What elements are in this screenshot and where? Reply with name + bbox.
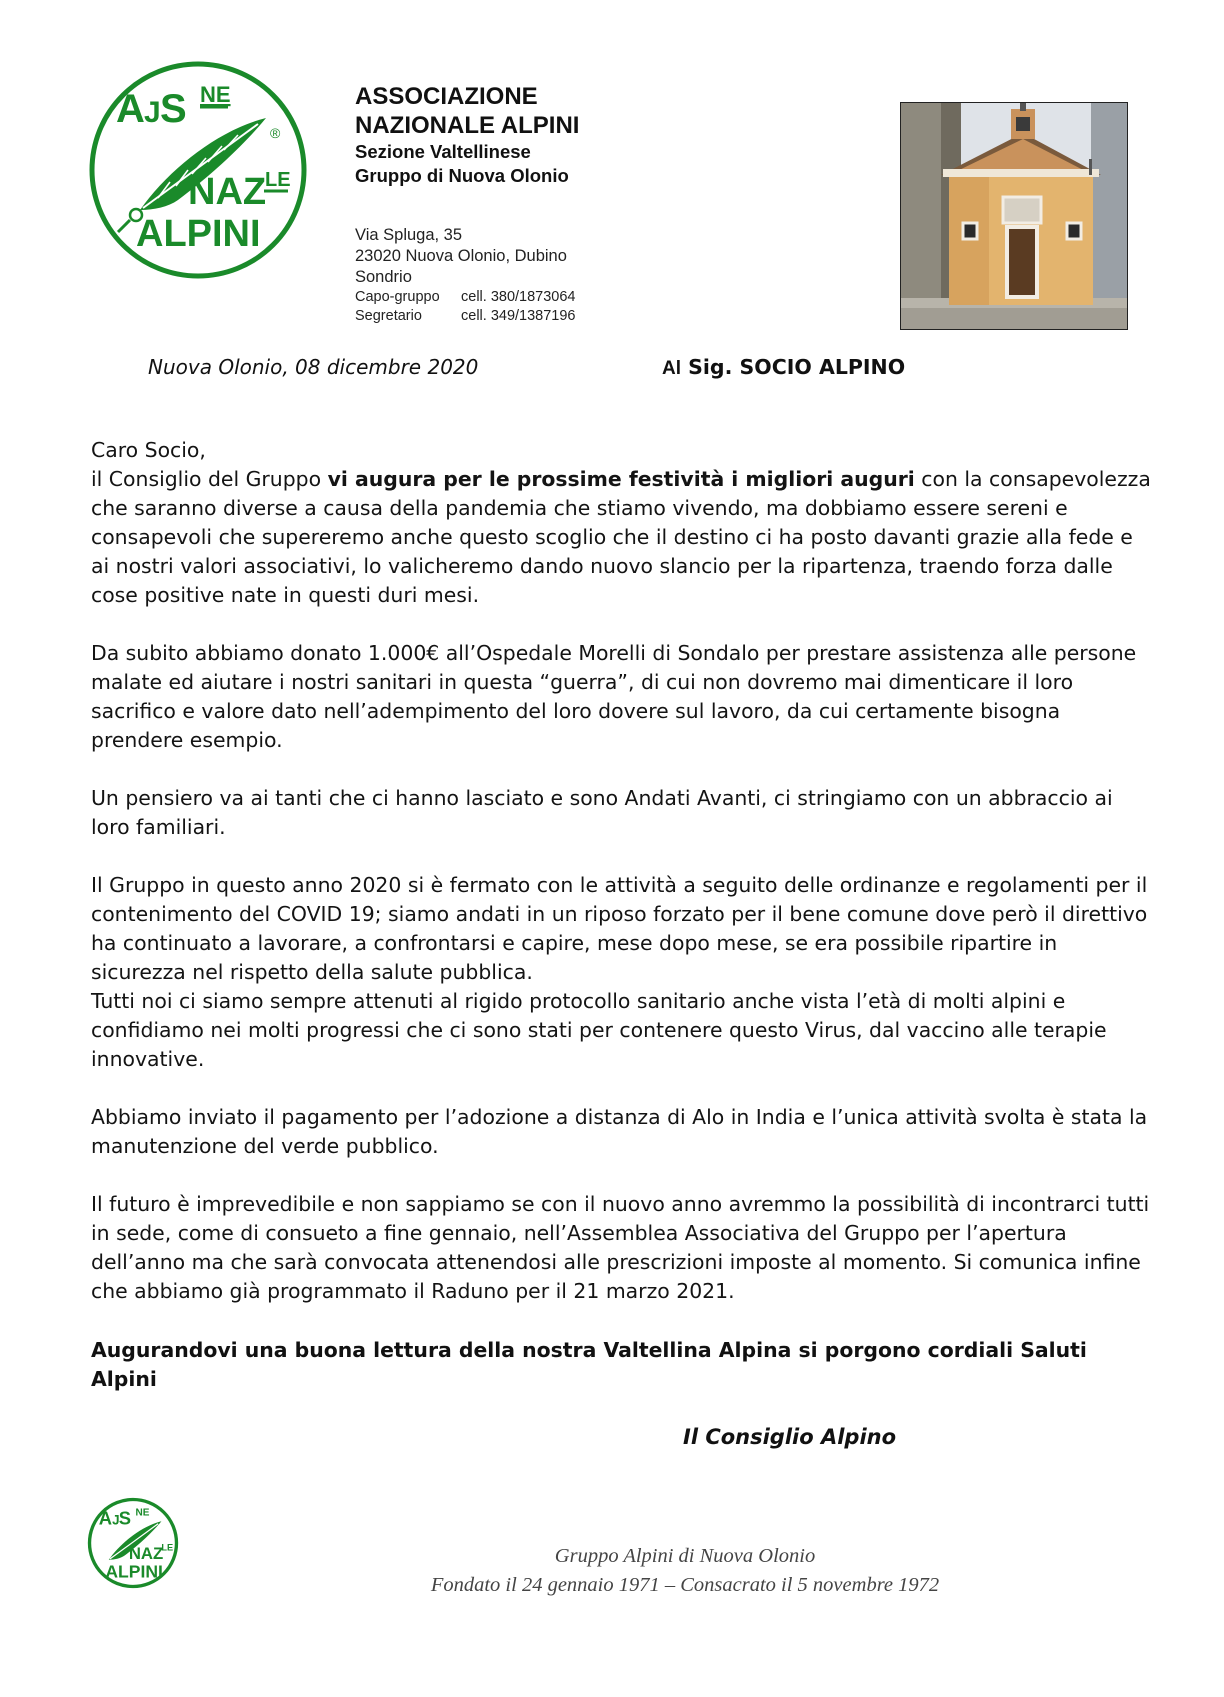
letter-recipient — [662, 355, 905, 380]
address-street: Via Spluga, 35 — [355, 226, 463, 244]
phone-segretario — [355, 307, 576, 326]
letter-signature: Il Consiglio Alpino — [683, 1425, 897, 1449]
letter-body — [91, 436, 1151, 1335]
paragraph-greetings — [91, 465, 1151, 610]
footer-group-name: Gruppo Alpini di Nuova Olonio — [554, 1545, 816, 1567]
salutation: Caro Socio, — [91, 438, 206, 462]
logo-a: A — [116, 87, 145, 131]
logo-alpini: ALPINI — [136, 213, 261, 255]
address-province: Sondrio — [355, 268, 412, 286]
registered-mark: ® — [270, 125, 281, 141]
phone-label: Capo-gruppo — [355, 289, 440, 305]
ana-logo — [88, 60, 308, 280]
org-name-line1: ASSOCIAZIONE — [355, 83, 538, 110]
paragraph-text: con la consapevolezza che saranno diverse a causa della pandemia che stiamo vivendo, ma dobbiamo essere sereni e consapevoli che supereremo anche questo scoglio che il destino ci ha posto davanti grazie alla fede e ai nostri valori associativi, lo valicheremo dando nuovo slancio per la ripartenza, traendo forza dalle cose positive nate in questi duri mesi. — [91, 467, 1151, 607]
logo-s: S — [118, 1507, 132, 1529]
letter-closing: Augurandovi una buona lettura della nostra Valtellina Alpina si porgono cordiali Saluti Alpini — [91, 1338, 1087, 1391]
logo-ne: NE — [200, 82, 231, 107]
paragraph-text: il Consiglio del Gruppo — [91, 467, 328, 491]
org-name-line2: NAZIONALE ALPINI — [355, 112, 580, 139]
phone-capogruppo — [355, 288, 576, 307]
paragraph-future: Il futuro è imprevedibile e non sappiamo se con il nuovo anno avremmo la possibilità di incontrarci tutti in sede, come di consueto a fine gennaio, nell’Assemblea Associativa del Gruppo per l’apertura dell’anno ma che sarà convocata attenendosi alle prescrizioni imposte al momento. Si comunica infine che abbiamo già programmato il Raduno per il 21 marzo 2021. — [91, 1192, 1150, 1303]
logo-a: A — [98, 1507, 112, 1529]
footer-founding: Fondato il 24 gennaio 1971 – Consacrato il 5 novembre 1972 — [430, 1574, 940, 1596]
logo-ne: NE — [135, 1507, 150, 1519]
paragraph-adoption: Abbiamo inviato il pagamento per l’adozione a distanza di Alo in India e l’unica attività svolta è stata la manutenzione del verde pubblico. — [91, 1105, 1148, 1158]
phone-label: Segretario — [355, 308, 422, 324]
logo-le: LE — [161, 1542, 174, 1553]
chapel-photo — [900, 102, 1128, 330]
logo-le: LE — [265, 169, 291, 191]
recipient-prefix: Al — [662, 358, 681, 379]
letter-dateline: Nuova Olonio, 08 dicembre 2020 — [148, 355, 479, 379]
address-city: 23020 Nuova Olonio, Dubino — [355, 247, 567, 265]
organization-header — [355, 82, 579, 188]
phone-value: cell. 380/1873064 — [461, 289, 576, 305]
section-name: Sezione Valtellinese — [355, 141, 531, 162]
footer — [370, 1542, 1000, 1600]
logo-alpini: ALPINI — [105, 1561, 163, 1582]
paragraph-protocol: Tutti noi ci siamo sempre attenuti al rigido protocollo sanitario anche vista l’età di molti alpini e confidiamo nei molti progressi che ci sono stati per contenere questo Virus, dal vaccino alle terapie innovative. — [91, 989, 1107, 1071]
address-block — [355, 225, 576, 326]
ana-logo-small — [87, 1497, 179, 1589]
paragraph-activities: Il Gruppo in questo anno 2020 si è fermato con le attività a seguito delle ordinanze e regolamenti per il contenimento del COVID 19; siamo andati in un riposo forzato per il bene comune dove però il direttivo ha continuato a lavorare, a confrontarsi e capire, mese dopo mese, se era possibile ripartire in sicurezza nel rispetto della salute pubblica. — [91, 873, 1148, 984]
paragraph-bold: vi augura per le prossime festività i migliori auguri — [327, 467, 915, 491]
logo-j: J — [144, 96, 161, 129]
recipient-name: Sig. SOCIO ALPINO — [688, 355, 906, 379]
paragraph-donation: Da subito abbiamo donato 1.000€ all’Ospedale Morelli di Sondalo per prestare assistenza alle persone malate ed aiutare i nostri sanitari in questa “guerra”, di cui non dovremo mai dimenticare il loro sacrifico e valore dato nell’adempimento del loro dovere sul lavoro, da cui certamente bisogna prendere esempio. — [91, 641, 1137, 752]
logo-s: S — [160, 87, 187, 131]
logo-naz: NAZ — [188, 171, 267, 213]
logo-naz: NAZ — [128, 1543, 164, 1563]
paragraph-remembrance: Un pensiero va ai tanti che ci hanno lasciato e sono Andati Avanti, ci stringiamo con un abbraccio ai loro familiari. — [91, 786, 1113, 839]
logo-j: J — [112, 1512, 120, 1528]
group-name: Gruppo di Nuova Olonio — [355, 165, 569, 186]
phone-value: cell. 349/1387196 — [461, 308, 576, 324]
